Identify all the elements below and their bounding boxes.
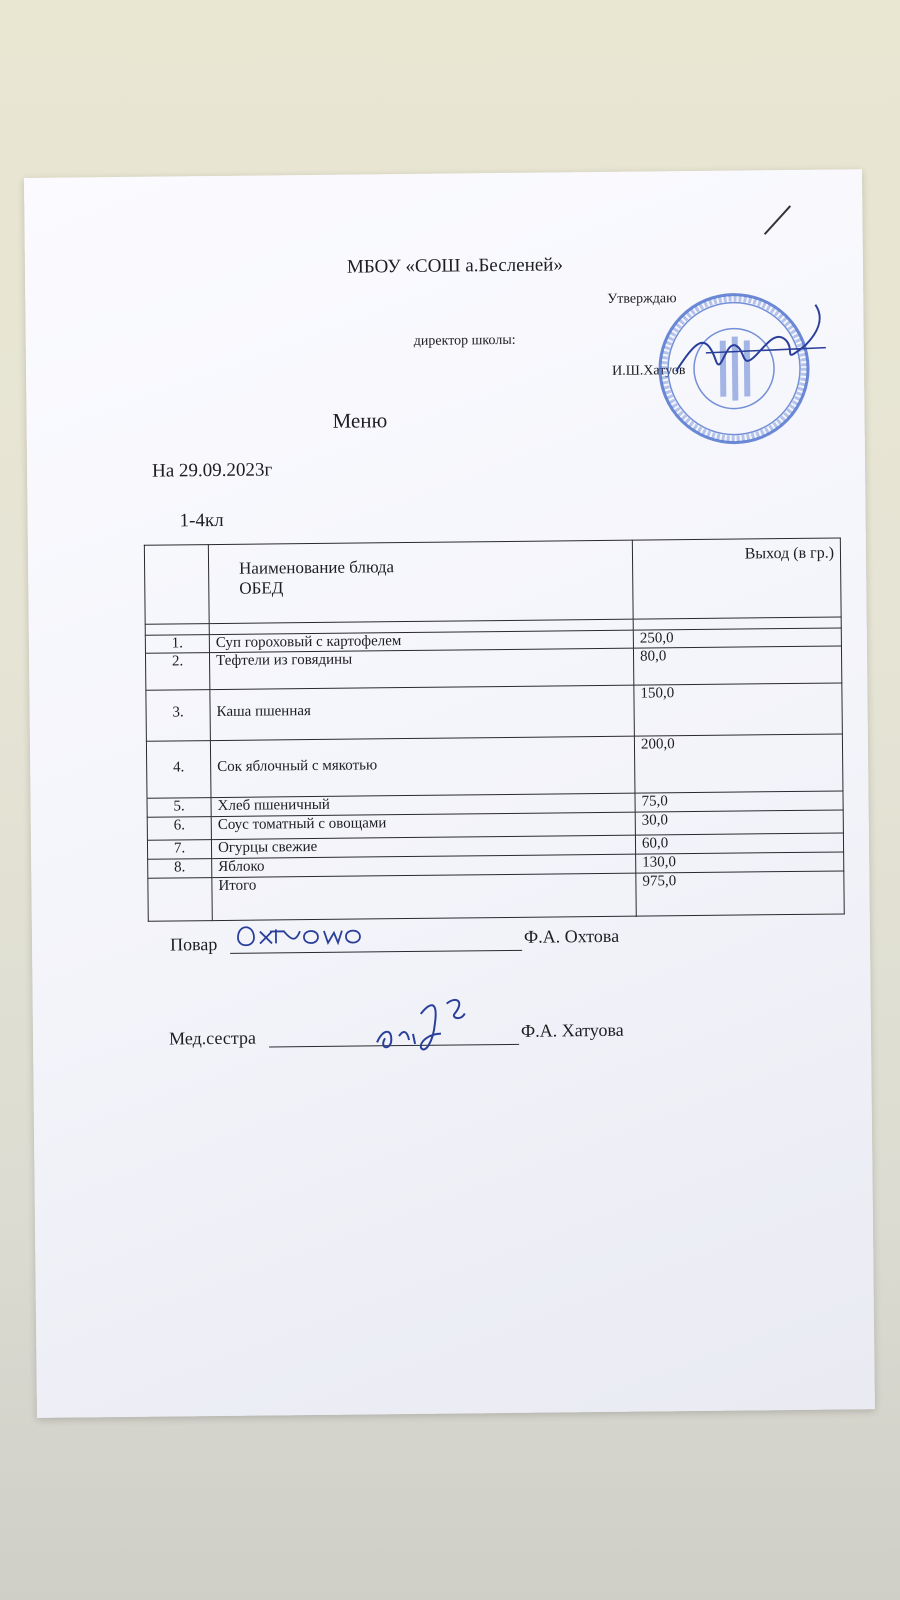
row-output: 75,0 (635, 791, 843, 812)
header-num-cell (144, 545, 209, 625)
row-dish: Сок яблочный с мякотью (210, 736, 635, 797)
row-num: 6. (147, 817, 211, 841)
table-row (146, 683, 842, 741)
row-dish: Огурцы свежие (211, 835, 635, 858)
row-output: 80,0 (633, 646, 841, 685)
row-num: 1. (145, 635, 209, 654)
director-label: директор школы: (413, 332, 516, 349)
grade-label: 1-4кл (179, 509, 224, 532)
nurse-signature-icon (368, 983, 479, 1069)
header-output-cell: Выход (в гр.) (632, 538, 841, 619)
header-name-cell (208, 540, 633, 623)
row-dish: Суп гороховый с картофелем (209, 630, 633, 652)
total-num-cell (148, 878, 212, 922)
nurse-label: Мед.сестра (168, 1027, 257, 1049)
row-dish: Яблоко (212, 854, 636, 877)
cook-label: Повар (169, 934, 218, 955)
row-dish: Соус томатный с овощами (211, 812, 635, 839)
menu-date: На 29.09.2023г (151, 459, 273, 482)
nurse-name: Ф.А. Хатуова (520, 1019, 624, 1041)
row-num: 4. (146, 741, 211, 799)
total-value: 975,0 (636, 871, 844, 916)
row-output: 250,0 (633, 628, 841, 648)
row-num: 7. (147, 840, 211, 860)
row-output: 60,0 (635, 833, 843, 854)
row-num: 8. (148, 859, 212, 879)
cook-signature-icon (232, 912, 372, 958)
document-title: Меню (332, 408, 388, 433)
table-header-row (144, 538, 841, 624)
menu-table (144, 537, 845, 921)
approve-label: Утверждаю (607, 291, 677, 307)
row-output: 30,0 (635, 810, 843, 835)
pen-mark (760, 200, 800, 245)
row-dish: Тефтели из говядины (209, 648, 633, 689)
total-label: Итого (212, 873, 636, 920)
header-name-line1: Наименование блюда (238, 557, 395, 578)
row-num: 3. (146, 690, 211, 742)
table-row (146, 734, 843, 798)
document-page (24, 169, 875, 1418)
header-name-line2: ОБЕД (239, 578, 284, 598)
row-dish: Хлеб пшеничный (211, 793, 635, 816)
cook-name: Ф.А. Охтова (523, 925, 620, 947)
row-num: 5. (147, 798, 211, 818)
director-signature-icon (665, 300, 836, 397)
row-num: 2. (145, 653, 209, 691)
row-output: 150,0 (634, 683, 843, 736)
row-dish: Каша пшенная (210, 685, 635, 740)
row-output: 130,0 (636, 852, 844, 873)
row-output: 200,0 (634, 734, 843, 793)
director-name: И.Ш.Хатуов (611, 363, 686, 379)
school-name: МБОУ «СОШ а.Бесленей» (346, 254, 564, 278)
